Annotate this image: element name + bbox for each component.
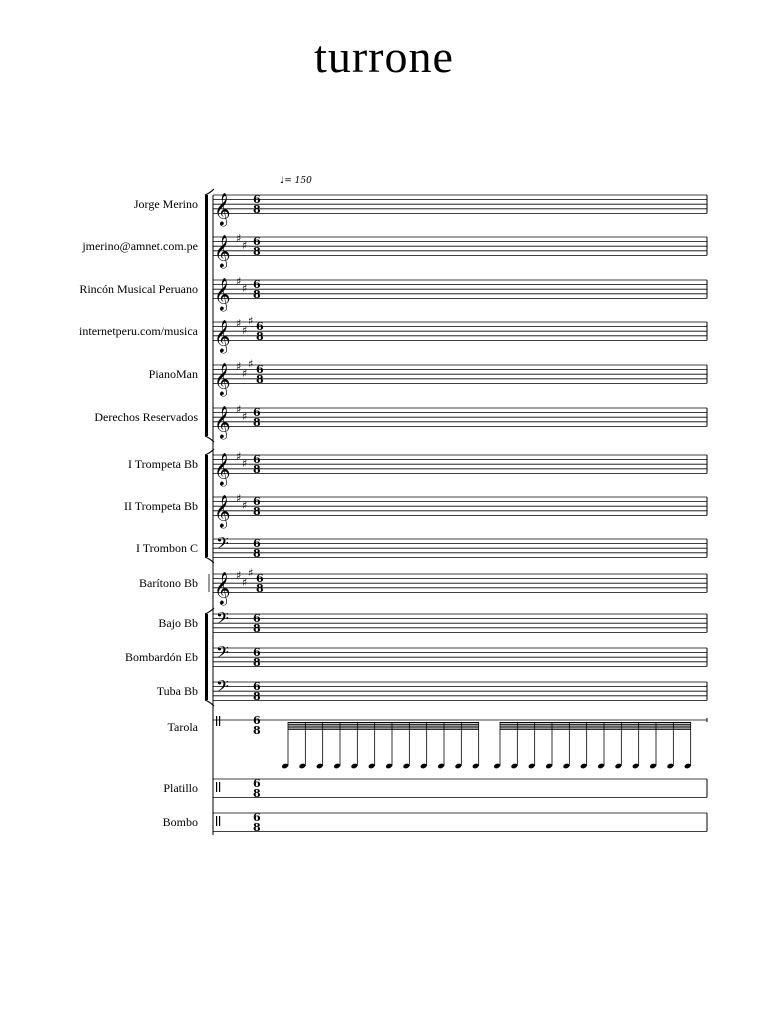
percussion-clef-icon [219,716,220,726]
time-signature-top: 6 [256,572,264,586]
instrument-label: Jorge Merino [133,197,198,211]
bracket-group-2 [205,455,208,557]
time-signature-top: 6 [256,320,264,334]
bass-clef-icon: 𝄢 [216,608,229,632]
treble-clef-icon: 𝄞 [214,319,231,353]
instrument-label: Bombo [162,815,198,829]
sharp-icon: ♯ [242,498,248,512]
sharp-icon: ♯ [248,357,254,371]
time-signature-bottom: 8 [253,416,261,430]
time-signature-top: 6 [253,278,261,292]
sharp-icon: ♯ [242,323,248,337]
sharp-icon: ♯ [236,403,242,416]
time-signature-top: 6 [253,193,261,207]
time-signature-top: 6 [253,680,261,694]
sharp-icon: ♯ [236,232,242,245]
instrument-label: Tuba Bb [156,684,198,698]
instrument-label: II Trompeta Bb [123,499,198,513]
percussion-clef-icon [219,782,220,792]
instrument-label: Platillo [163,781,198,795]
sharp-icon: ♯ [236,317,242,330]
sharp-icon: ♯ [236,360,242,373]
treble-clef-icon: 𝄞 [214,192,231,226]
treble-clef-icon: 𝄞 [214,571,231,605]
time-signature-top: 6 [253,646,261,660]
instrument-label: Tarola [167,720,198,734]
time-signature-bottom: 8 [253,690,261,704]
percussion-clef-icon [216,816,217,826]
sharp-icon: ♯ [236,569,242,582]
time-signature-bottom: 8 [256,582,264,596]
note-beam [288,726,479,727]
note-beam [500,729,691,730]
percussion-clef-icon [216,716,217,726]
bass-clef-icon: 𝄢 [216,533,229,557]
time-signature-bottom: 8 [253,463,261,477]
time-signature-top: 6 [253,235,261,249]
bass-clef-icon: 𝄢 [216,642,229,666]
time-signature-bottom: 8 [253,656,261,670]
instrument-label: I Trombon C [135,541,198,555]
percussion-clef-icon [216,782,217,792]
time-signature-top: 6 [253,495,261,509]
instrument-label: Derechos Reservados [94,410,198,424]
percussion-clef-icon [219,816,220,826]
treble-clef-icon: 𝄞 [214,277,231,311]
time-signature-bottom: 8 [253,622,261,636]
bracket-group-3 [205,614,208,700]
treble-clef-icon: 𝄞 [214,234,231,268]
bracket-group-1-hook [205,189,214,195]
time-signature-bottom: 8 [253,724,261,737]
instrument-label: PianoMan [148,367,198,381]
sharp-icon: ♯ [242,409,248,423]
instrument-label: internetperu.com/musica [79,324,198,338]
time-signature-top: 6 [253,777,261,791]
sharp-icon: ♯ [236,492,242,505]
instrument-label: Barítono Bb [139,576,198,590]
time-signature-bottom: 8 [253,203,261,217]
treble-clef-icon: 𝄞 [214,452,231,486]
time-signature-top: 6 [253,537,261,551]
quarter-note-icon: ♩ [280,176,285,186]
time-signature-bottom: 8 [253,547,261,561]
sharp-icon: ♯ [248,314,254,328]
note-beam [500,724,691,725]
treble-clef-icon: 𝄞 [214,405,231,439]
bracket-group-1 [205,195,208,436]
instrument-label: Rincón Musical Peruano [79,282,198,296]
time-signature-top: 6 [253,811,261,825]
time-signature-top: 6 [253,406,261,420]
time-signature-top: 6 [253,453,261,467]
time-signature-bottom: 8 [253,245,261,259]
time-signature-bottom: 8 [253,288,261,302]
instrument-label: jmerino@amnet.com.pe [82,239,198,253]
sharp-icon: ♯ [236,450,242,463]
time-signature-bottom: 8 [256,373,264,387]
note-beam [288,729,479,730]
time-signature-top: 6 [256,363,264,377]
time-signature-bottom: 8 [253,787,261,801]
tempo-text: = 150 [284,176,312,186]
sharp-icon: ♯ [236,275,242,288]
note-beam [288,724,479,725]
time-signature-bottom: 8 [253,505,261,519]
instrument-label: I Trompeta Bb [127,457,198,471]
time-signature-bottom: 8 [256,330,264,344]
sharp-icon: ♯ [242,575,248,589]
sharp-icon: ♯ [242,366,248,380]
sharp-icon: ♯ [248,566,254,580]
time-signature-top: 6 [253,714,261,727]
note-beam [500,722,691,723]
treble-clef-icon: 𝄞 [214,362,231,396]
treble-clef-icon: 𝄞 [214,494,231,528]
note-beam [500,726,691,727]
instrument-label: Bajo Bb [158,616,198,630]
sharp-icon: ♯ [242,238,248,252]
sharp-icon: ♯ [242,456,248,470]
bass-clef-icon: 𝄢 [216,676,229,700]
sharp-icon: ♯ [242,281,248,295]
instrument-label: Bombardón Eb [125,650,198,664]
time-signature-bottom: 8 [253,821,261,835]
note-beam [288,722,479,723]
time-signature-top: 6 [253,612,261,626]
score-title: turrone [314,31,454,82]
